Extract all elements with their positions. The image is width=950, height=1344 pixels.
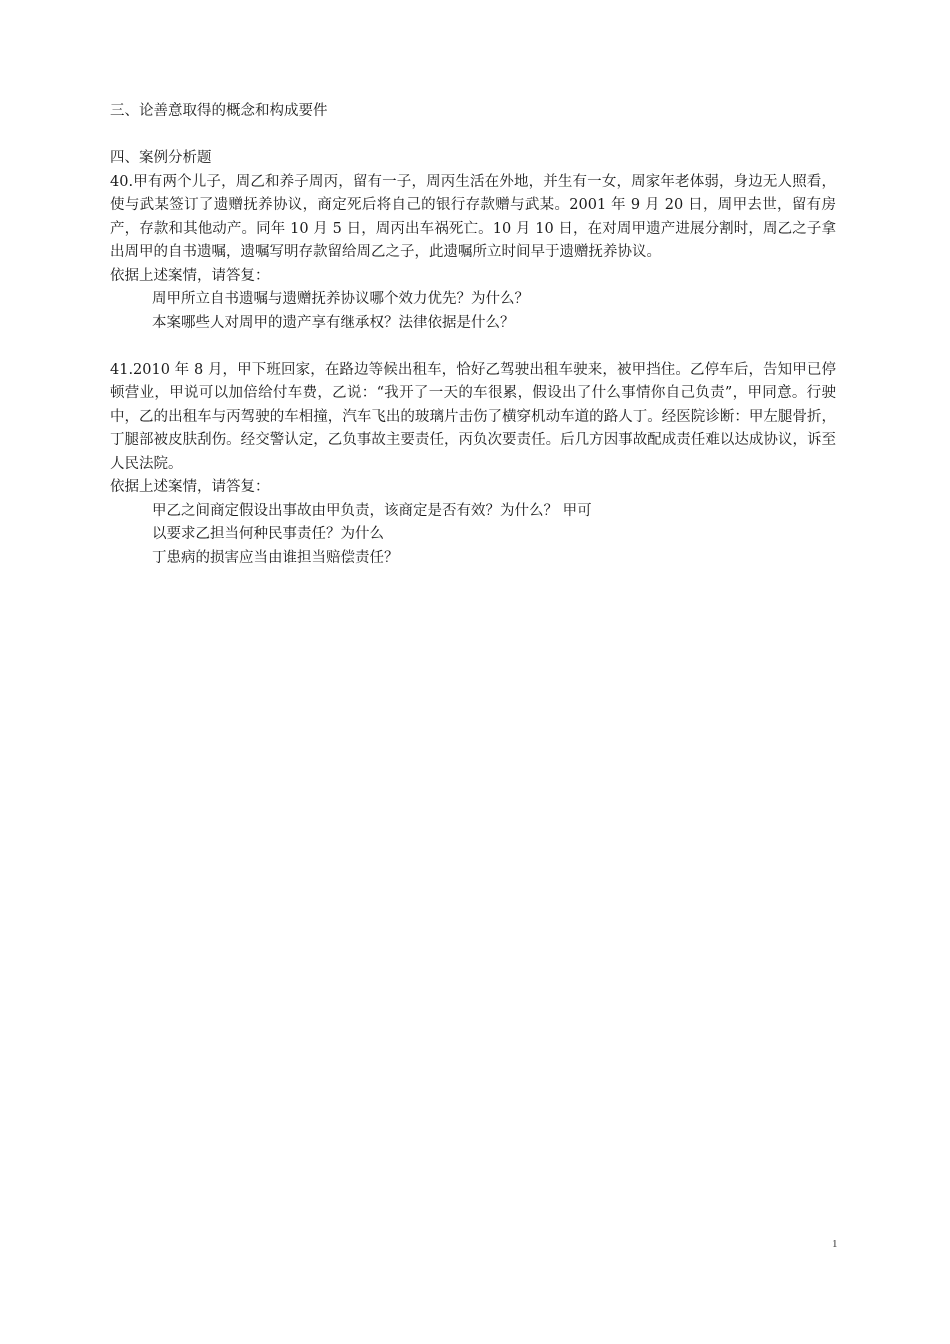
document-body: [110, 100, 836, 570]
section-three-heading: 三、论善意取得的概念和构成要件: [110, 103, 328, 119]
page-number: 1: [832, 1238, 838, 1250]
case-41-question-1: 甲乙之间商定假设出事故由甲负责，该商定是否有效？为什么？ 甲可以要求乙担当何种民事责任？为什么: [152, 502, 592, 542]
spacer: [110, 335, 836, 359]
case-40-question-1: 周甲所立自书遗嘱与遗赠抚养协议哪个效力优先？为什么？: [152, 291, 529, 307]
case-41-prompt: 依据上述案情，请答复：: [110, 479, 270, 495]
case-40-prompt: 依据上述案情，请答复：: [110, 267, 270, 284]
case-41-question-2: 丁患病的损害应当由谁担当赔偿责任？: [152, 549, 399, 566]
case-40-question-2: 本案哪些人对周甲的遗产享有继承权？法律依据是什么？: [152, 314, 515, 331]
case-41-text: 41.2010 年 8 月，甲下班回家，在路边等候出租车，恰好乙驾驶出租车驶来，被甲挡住。乙停车后，告知甲已停顿营业，甲说可以加倍给付车费，乙说：“我开了一天的车很累，假设出了什么事情你自己负责”，甲同意。行驶中，乙的出租车与丙驾驶的车相撞，汽车飞出的玻璃片击伤了横穿机动车道的路人丁。经医院诊断：甲左腿骨折，丁腿部被皮肤刮伤。经交警认定，乙负事故主要责任，丙负次要责任。后几方因事故配成责任难以达成协议，诉至人民法院。: [110, 361, 836, 472]
case-40-text: 40.甲有两个儿子，周乙和养子周丙，留有一子，周丙生活在外地，并生有一女，周家年老体弱，身边无人照看，使与武某签订了遗赠抚养协议，商定死后将自己的银行存款赠与武某。2001 年 9 月 20 日，周甲去世，留有房产，存款和其他动产。同年 10 月 5 日，周丙出车祸死亡。10 月 10 日，在对周甲遗产进展分割时，周乙之子拿出周甲的自书遗嘱，遗嘱写明存款留给周乙之子，此遗嘱所立时间早于遗赠抚养协议。: [110, 173, 836, 260]
spacer: [110, 124, 836, 148]
section-four-heading: 四、案例分析题: [110, 150, 212, 166]
